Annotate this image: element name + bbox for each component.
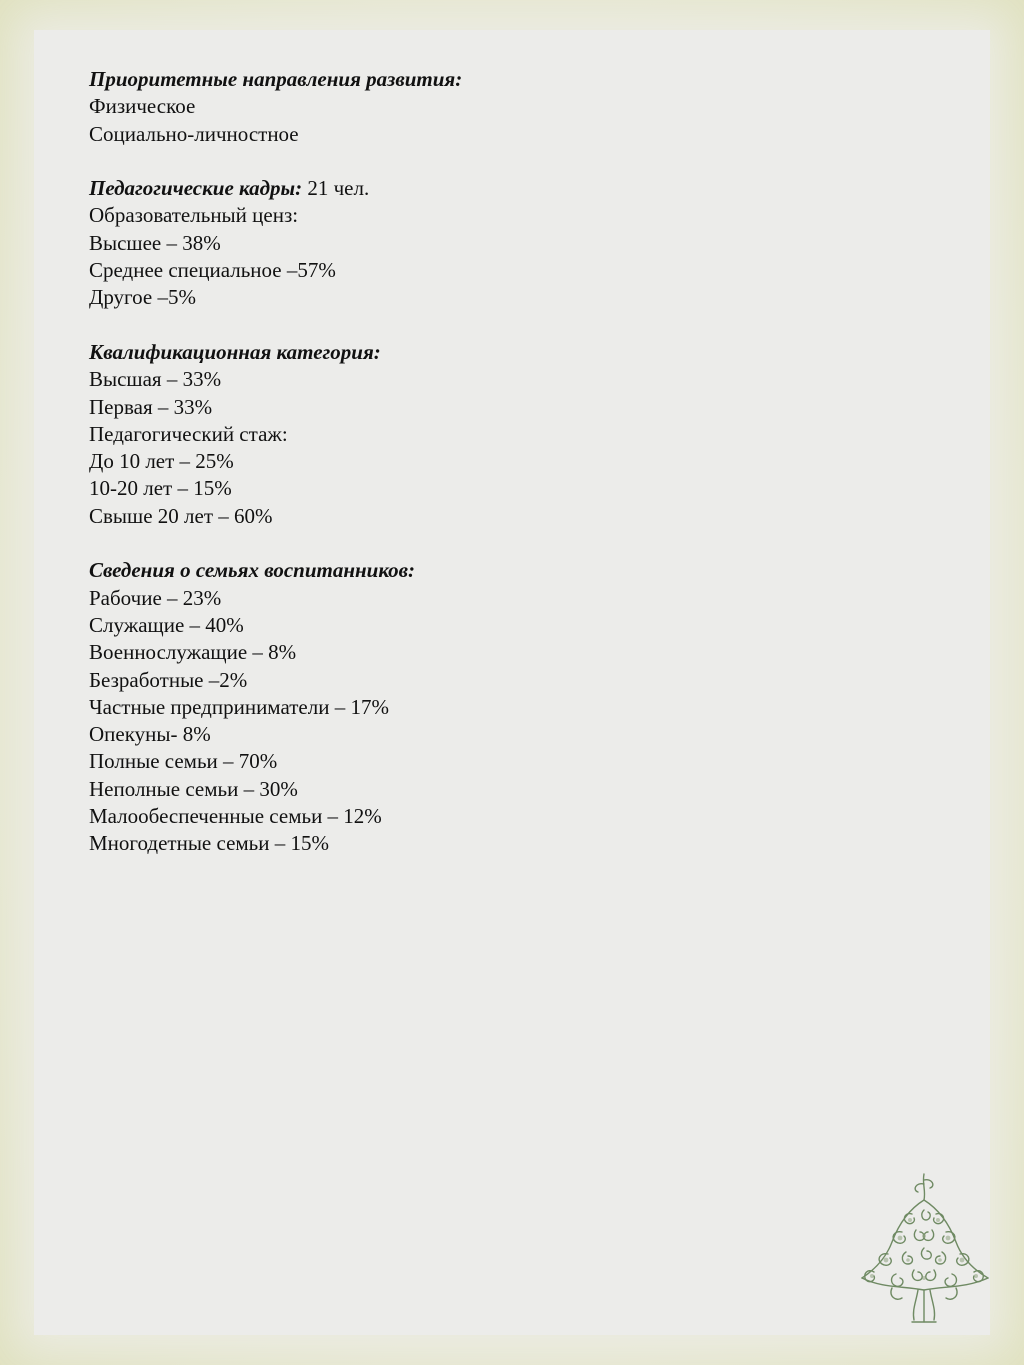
families-item: Частные предприниматели – 17% <box>89 694 389 719</box>
families-item: Неполные семьи – 30% <box>89 776 298 801</box>
families-item: Военнослужащие – 8% <box>89 640 297 665</box>
qualification-item: 10-20 лет – 15% <box>89 476 232 501</box>
families-heading: Сведения о семьях воспитанников: <box>89 558 416 583</box>
spacer <box>89 312 789 339</box>
families-item: Многодетные семьи – 15% <box>89 831 329 856</box>
qualification-item: Высшая – 33% <box>89 367 222 392</box>
document-body <box>89 66 789 858</box>
spacer <box>89 148 789 175</box>
staff-count: 21 чел. <box>302 176 370 201</box>
families-item: Безработные –2% <box>89 667 248 692</box>
priority-item: Социально-личностное <box>89 121 299 146</box>
spacer <box>89 530 789 557</box>
priority-item: Физическое <box>89 94 196 119</box>
staff-heading-line <box>89 175 789 202</box>
ornamental-tree-icon <box>852 1170 997 1330</box>
staff-item: Высшее – 38% <box>89 230 221 255</box>
families-item: Полные семьи – 70% <box>89 749 278 774</box>
qualification-item: Свыше 20 лет – 60% <box>89 503 273 528</box>
staff-item: Образовательный ценз: <box>89 203 299 228</box>
families-item: Опекуны- 8% <box>89 722 211 747</box>
staff-item: Другое –5% <box>89 285 196 310</box>
families-item: Служащие – 40% <box>89 612 244 637</box>
qualification-item: Педагогический стаж: <box>89 421 288 446</box>
qualification-item: Первая – 33% <box>89 394 213 419</box>
qualification-item: До 10 лет – 25% <box>89 449 234 474</box>
qualification-heading: Квалификационная категория: <box>89 339 381 364</box>
staff-heading: Педагогические кадры: <box>89 176 303 201</box>
families-item: Рабочие – 23% <box>89 585 222 610</box>
families-item: Малообеспеченные семьи – 12% <box>89 804 382 829</box>
priorities-heading: Приоритетные направления развития: <box>89 67 463 91</box>
staff-item: Среднее специальное –57% <box>89 258 336 283</box>
